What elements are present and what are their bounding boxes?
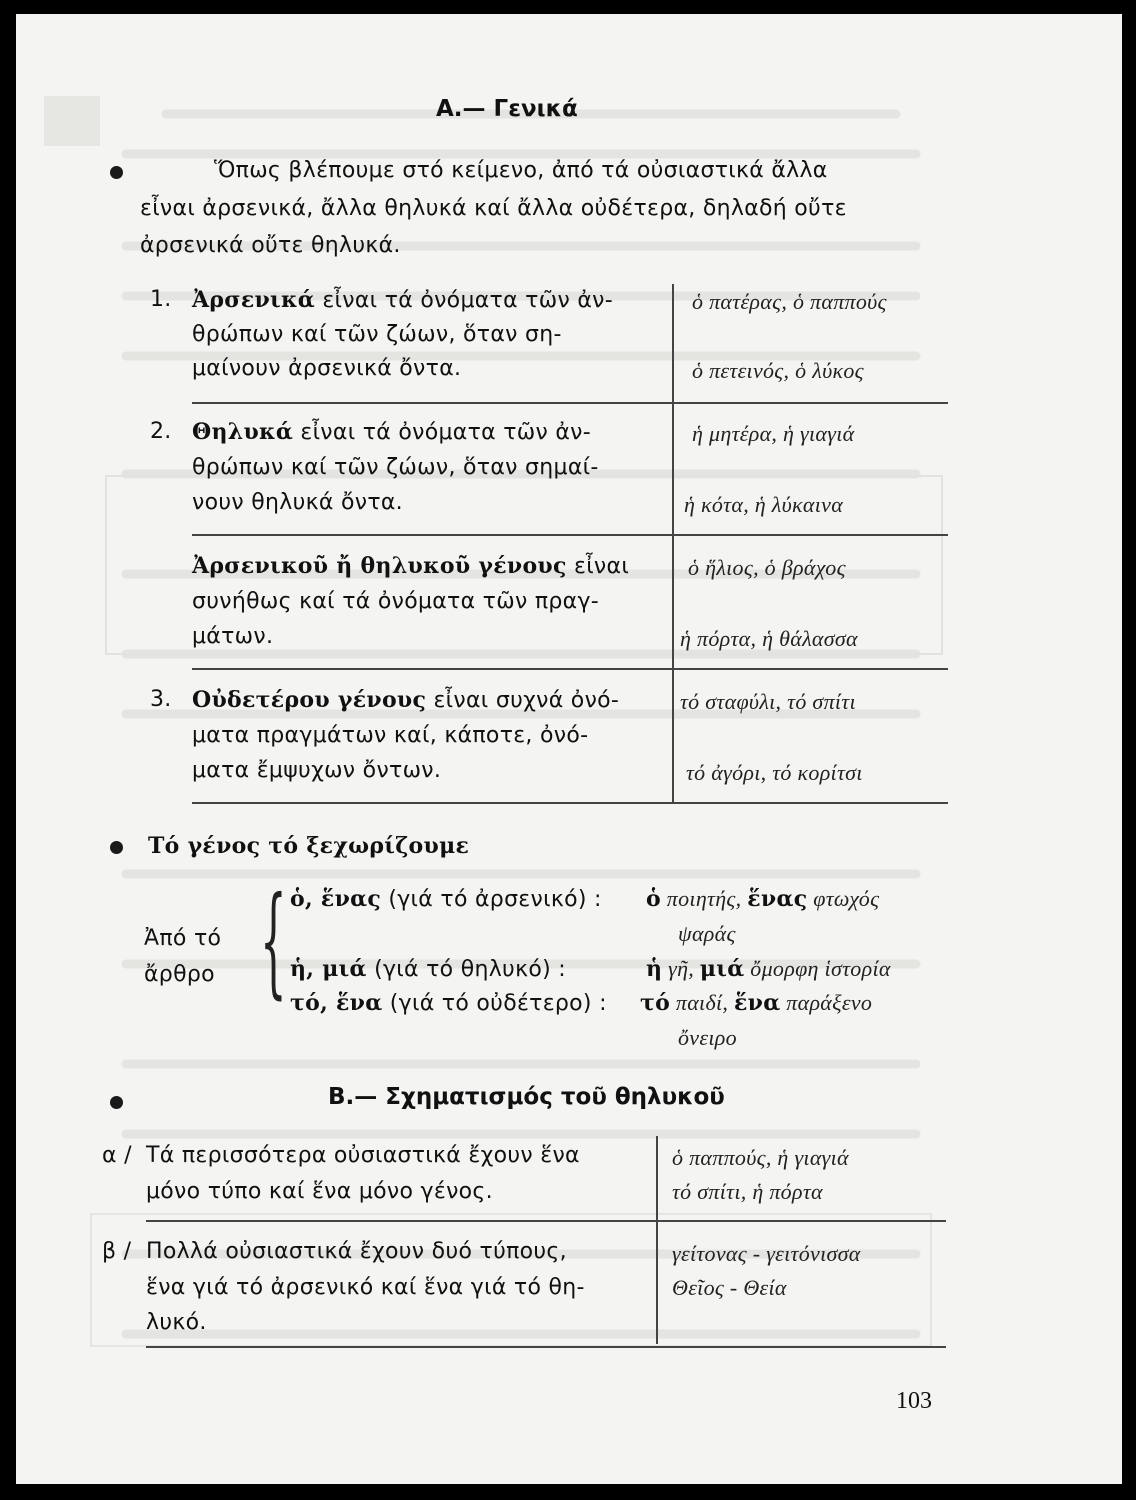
row-example-2: ὁ πετεινός, ὁ λύκος (692, 358, 864, 383)
article-def (290, 987, 607, 1020)
row-example-1: ὁ πατέρας, ὁ παππούς (692, 289, 887, 314)
row-number: 1. (150, 287, 172, 312)
row-example-1: τό σταφύλι, τό σπίτι (680, 689, 856, 714)
row-text-line-3: νουν θηλυκά ὄντα. (192, 490, 403, 515)
page-content (16, 14, 1122, 1484)
intro-line-2: εἶναι ἀρσενικά, ἄλλα θηλυκά καί ἄλλα οὐδέτερα, δηλαδή οὔτε (140, 196, 847, 221)
row-example-1: ὁ παππούς, ἡ γιαγιά (672, 1145, 849, 1170)
book-page (16, 14, 1122, 1484)
article-desc: (γιά τό οὐδέτερο) : (382, 991, 607, 1016)
intro-line-1: Ὅπως βλέπουμε στό κείμενο, ἀπό τά οὐσιαστικά ἄλλα (214, 158, 828, 183)
row-example-2: Θεῖος - Θεία (672, 1275, 787, 1300)
table-b-divider-vertical (656, 1136, 658, 1344)
article-example-cont: ψαράς (678, 921, 736, 946)
row-text-line-2: ματα πραγμάτων καί, κάποτε, ὀνό- (192, 723, 589, 748)
row-text-line-2: ἕνα γιά τό ἀρσενικό καί ἕνα γιά τό θη- (146, 1275, 585, 1300)
row-text-line-1 (192, 550, 629, 583)
row-number: 3. (150, 687, 172, 712)
row-text-line-3: μαίνουν ἀρσενικά ὄντα. (192, 356, 462, 381)
row-term: Ἀρσενικοῦ ἤ θηλυκοῦ γένους (192, 553, 567, 579)
article-example (646, 883, 879, 916)
row-text-line-2: συνήθως καί τά ὀνόματα τῶν πραγ- (192, 589, 600, 614)
row-example-2: τό σπίτι, ἡ πόρτα (672, 1179, 823, 1204)
ex-word-2: ὄμορφη ἱστορία (744, 956, 891, 981)
row-text-line-2: θρώπων καί τῶν ζώων, ὅταν σημαί- (192, 455, 599, 480)
row-example-1: ὁ ἥλιος, ὁ βράχος (688, 555, 846, 580)
article-desc: (γιά τό θηλυκό) : (366, 957, 566, 982)
article-def (290, 953, 566, 986)
bullet-icon (110, 841, 123, 854)
table-divider (192, 802, 948, 804)
section-b-heading: Β.— Σχηματισμός τοῦ θηλυκοῦ (328, 1084, 725, 1110)
row-text: εἶναι συχνά ὀνό- (426, 688, 620, 713)
row-example-2: ἡ κότα, ἡ λύκαινα (684, 492, 844, 517)
ex-article-2: ἕνα (734, 990, 781, 1016)
article-label-line-2: ἄρθρο (144, 962, 215, 987)
row-term: Οὐδετέρου γένους (192, 687, 427, 713)
ex-word: ποιητής, (660, 886, 748, 911)
row-text-line-1 (192, 684, 619, 717)
row-text-line-3: μάτων. (192, 624, 274, 649)
article-desc: (γιά τό ἀρσενικό) : (381, 887, 602, 912)
article-label-line-1: Ἀπό τό (144, 926, 222, 951)
page-number: 103 (896, 1388, 932, 1414)
row-example-2: ἡ πόρτα, ἡ θάλασσα (680, 626, 858, 651)
row-text: εἶναι τά ὀνόματα τῶν ἀν- (315, 288, 613, 313)
bullet-icon (110, 166, 123, 179)
section-a-heading: Α.— Γενικά (436, 96, 578, 122)
ex-article: ὁ (646, 886, 661, 912)
ex-word: γῆ, (662, 956, 700, 981)
bullet-icon (110, 1096, 123, 1109)
row-text-line-1: Πολλά οὐσιαστικά ἔχουν δυό τύπους, (146, 1239, 567, 1264)
row-example-1: γείτονας - γειτόνισσα (672, 1241, 861, 1266)
article-def (290, 883, 602, 916)
article-example-cont: ὄνειρο (678, 1025, 737, 1050)
row-example-1: ἡ μητέρα, ἡ γιαγιά (692, 421, 855, 446)
row-marker: α / (102, 1143, 132, 1168)
article: ἡ, μιά (290, 956, 367, 982)
ex-word: παιδί, (670, 990, 734, 1015)
row-example-2: τό ἀγόρι, τό κορίτσι (686, 760, 863, 785)
table-divider (192, 668, 948, 670)
article: ὁ, ἕνας (290, 886, 382, 912)
ex-article-2: μιά (699, 956, 745, 982)
brace-icon: { (260, 872, 287, 1011)
gender-heading: Τό γένος τό ξεχωρίζουμε (148, 833, 470, 859)
row-number: 2. (150, 419, 172, 444)
row-text: εἶναι (566, 554, 630, 579)
row-term: Θηλυκά (192, 419, 294, 445)
article: τό, ἕνα (290, 990, 383, 1016)
row-marker: β / (102, 1239, 132, 1264)
table-b-divider (146, 1346, 946, 1348)
intro-line-3: ἀρσενικά οὔτε θηλυκά. (140, 233, 401, 258)
row-text: εἶναι τά ὀνόματα τῶν ἀν- (293, 420, 592, 445)
row-text-line-2: μόνο τύπο καί ἕνα μόνο γένος. (146, 1179, 493, 1204)
ex-article: τό (640, 990, 671, 1016)
article-example (646, 953, 891, 986)
row-text-line-1 (192, 416, 591, 449)
table-divider (192, 534, 948, 536)
row-term: Ἀρσενικά (192, 287, 316, 313)
ex-article: ἡ (646, 956, 663, 982)
ex-article-2: ἕνας (747, 886, 808, 912)
row-text-line-1 (192, 284, 613, 317)
table-divider-vertical (672, 284, 674, 802)
row-text-line-2: θρώπων καί τῶν ζώων, ὅταν ση- (192, 322, 562, 347)
row-text-line-3: ματα ἔμψυχων ὄντων. (192, 758, 442, 783)
row-text-line-3: λυκό. (146, 1310, 207, 1335)
ex-word-2: φτωχός (807, 886, 880, 911)
ex-word-2: παράξενο (780, 990, 873, 1015)
article-example (640, 987, 872, 1020)
table-b-divider (146, 1220, 946, 1222)
table-divider (192, 402, 948, 404)
row-text-line-1: Τά περισσότερα οὐσιαστικά ἔχουν ἕνα (146, 1143, 580, 1168)
